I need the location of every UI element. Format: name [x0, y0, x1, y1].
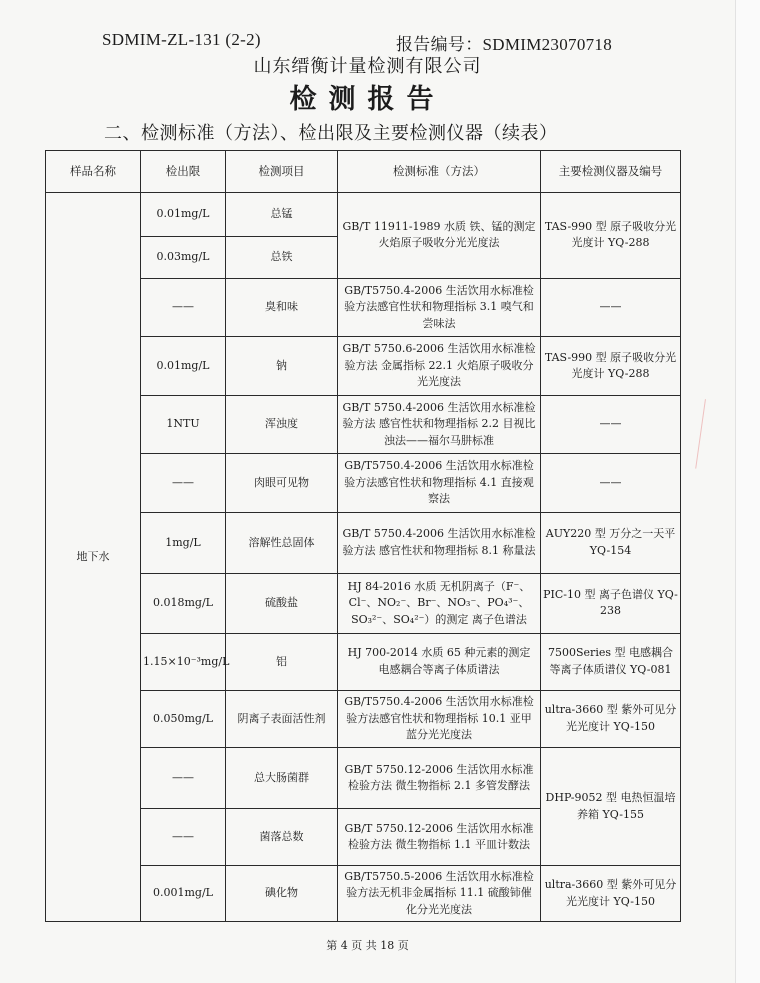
header-test-item: 检测项目 — [226, 151, 338, 193]
standard-cell: GB/T 11911-1989 水质 铁、锰的测定 火焰原子吸收分光光度法 — [338, 193, 541, 279]
limit-cell: 1.15×10⁻³mg/L — [141, 634, 226, 691]
item-cell: 阴离子表面活性剂 — [226, 690, 338, 748]
limit-cell: 0.001mg/L — [141, 866, 226, 922]
limit-cell: 0.018mg/L — [141, 573, 226, 634]
limit-cell: 1mg/L — [141, 513, 226, 574]
standard-cell: GB/T5750.5-2006 生活饮用水标准检验方法无机非金属指标 11.1 硫酸铈催化分光光度法 — [338, 866, 541, 922]
item-cell: 铝 — [226, 634, 338, 691]
limit-cell: —— — [141, 454, 226, 513]
table-row — [46, 193, 681, 237]
limit-cell: 0.01mg/L — [141, 193, 226, 237]
table-row — [46, 690, 681, 748]
standard-cell: GB/T 5750.12-2006 生活饮用水标准检验方法 微生物指标 2.1 多管发酵法 — [338, 748, 541, 809]
item-cell: 碘化物 — [226, 866, 338, 922]
limit-cell: 1NTU — [141, 395, 226, 454]
instrument-cell: —— — [541, 278, 681, 337]
standard-cell: GB/T 5750.4-2006 生活饮用水标准检验方法 感官性状和物理指标 2.2 目视比浊法——福尔马肼标准 — [338, 395, 541, 454]
table-header-row — [46, 151, 681, 193]
table-row — [46, 454, 681, 513]
header-sample-name: 样品名称 — [46, 151, 141, 193]
page-title: 检测报告 — [289, 84, 446, 115]
limit-cell: 0.01mg/L — [141, 337, 226, 396]
item-cell: 总锰 — [226, 193, 338, 237]
item-cell: 钠 — [226, 337, 338, 396]
section-title: 二、检测标准（方法）、检出限及主要检测仪器（续表） — [104, 123, 558, 144]
instrument-cell: PIC-10 型 离子色谱仪 YQ-238 — [541, 573, 681, 634]
header-detection-limit: 检出限 — [141, 151, 226, 193]
header-standard-method: 检测标准（方法） — [338, 151, 541, 193]
doc-code: SDMIM-ZL-131 (2-2) — [102, 30, 261, 49]
header-instrument: 主要检测仪器及编号 — [541, 151, 681, 193]
standard-cell: GB/T5750.4-2006 生活饮用水标准检验方法感官性状和物理指标 4.1 直接观察法 — [338, 454, 541, 513]
limit-cell: —— — [141, 808, 226, 866]
item-cell: 臭和味 — [226, 278, 338, 337]
limit-cell: 0.03mg/L — [141, 237, 226, 278]
limit-cell: —— — [141, 278, 226, 337]
table-row — [46, 337, 681, 396]
item-cell: 肉眼可见物 — [226, 454, 338, 513]
table-row — [46, 395, 681, 454]
item-cell: 浑浊度 — [226, 395, 338, 454]
instrument-cell: 7500Series 型 电感耦合等离子体质谱仪 YQ-081 — [541, 634, 681, 691]
instrument-cell: —— — [541, 454, 681, 513]
instrument-cell: ultra-3660 型 紫外可见分光光度计 YQ-150 — [541, 690, 681, 748]
limit-cell: —— — [141, 748, 226, 809]
table-row — [46, 634, 681, 691]
page-edge — [735, 0, 760, 983]
item-cell: 硫酸盐 — [226, 573, 338, 634]
table-row — [46, 513, 681, 574]
item-cell: 菌落总数 — [226, 808, 338, 866]
page-number: 第 4 页 共 18 页 — [326, 939, 409, 952]
sample-name-cell: 地下水 — [46, 193, 141, 922]
standard-cell: GB/T 5750.12-2006 生活饮用水标准检验方法 微生物指标 1.1 平皿计数法 — [338, 808, 541, 866]
table-row — [46, 278, 681, 337]
report-number: 报告编号：SDMIM23070718 — [396, 35, 613, 54]
standard-cell: HJ 84-2016 水质 无机阴离子（F⁻、Cl⁻、NO₂⁻、Br⁻、NO₃⁻、PO₄³⁻、SO₃²⁻、SO₄²⁻）的测定 离子色谱法 — [338, 573, 541, 634]
item-cell: 总大肠菌群 — [226, 748, 338, 809]
standard-cell: HJ 700-2014 水质 65 种元素的测定 电感耦合等离子体质谱法 — [338, 634, 541, 691]
instrument-cell: ultra-3660 型 紫外可见分光光度计 YQ-150 — [541, 866, 681, 922]
instrument-cell: TAS-990 型 原子吸收分光光度计 YQ-288 — [541, 193, 681, 279]
item-cell: 总铁 — [226, 237, 338, 278]
standard-cell: GB/T5750.4-2006 生活饮用水标准检验方法感官性状和物理指标 10.1 亚甲蓝分光光度法 — [338, 690, 541, 748]
item-cell: 溶解性总固体 — [226, 513, 338, 574]
instrument-cell: —— — [541, 395, 681, 454]
handwritten-mark — [695, 399, 722, 471]
table-row — [46, 748, 681, 809]
limit-cell: 0.050mg/L — [141, 690, 226, 748]
table-row — [46, 866, 681, 922]
instrument-cell: AUY220 型 万分之一天平 YQ-154 — [541, 513, 681, 574]
standards-table — [45, 150, 681, 922]
standard-cell: GB/T5750.4-2006 生活饮用水标准检验方法感官性状和物理指标 3.1 嗅气和尝味法 — [338, 278, 541, 337]
instrument-cell: TAS-990 型 原子吸收分光光度计 YQ-288 — [541, 337, 681, 396]
company-name: 山东缙衡计量检测有限公司 — [253, 56, 482, 77]
instrument-cell: DHP-9052 型 电热恒温培养箱 YQ-155 — [541, 748, 681, 866]
table-row — [46, 573, 681, 634]
standard-cell: GB/T 5750.4-2006 生活饮用水标准检验方法 感官性状和物理指标 8.1 称量法 — [338, 513, 541, 574]
standard-cell: GB/T 5750.6-2006 生活饮用水标准检验方法 金属指标 22.1 火焰原子吸收分光光度法 — [338, 337, 541, 396]
